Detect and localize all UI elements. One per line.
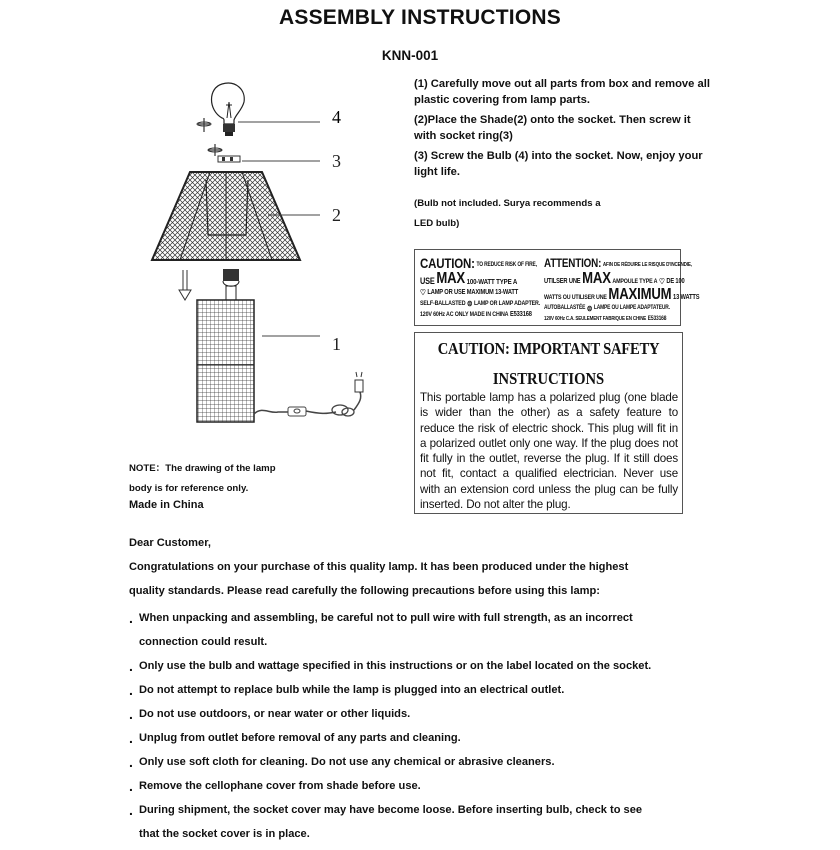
bulb-icon: ♡: [658, 277, 665, 286]
list-item: . Remove the cellophane cover from shade before use.: [129, 778, 421, 794]
intro-line-1: Congratulations on your purchase of this quality lamp. It has been produced under the highest: [129, 561, 629, 573]
lampshade-icon: [152, 172, 320, 260]
safety-instructions-box: [414, 332, 683, 514]
step-1: (1) Carefully move out all parts from box and remove all plastic covering from lamp parts.: [414, 78, 710, 106]
caution-label-box: [414, 249, 700, 326]
safety-heading-2: INSTRUCTIONS: [492, 369, 605, 388]
label-attention-heading: ATTENTION:: [544, 256, 602, 270]
bulb-icon: [197, 83, 320, 136]
intro-line-2: quality standards. Please read carefully the following precautions before using this lamp:: [129, 585, 600, 597]
callout-2: 2: [332, 205, 341, 225]
arrow-down-icon: [179, 270, 191, 300]
caution-label-english: CAUTION: TO REDUCE RISK OF FIRE, USE MAX 100-WATT TYPE A ♡ LAMP OR USE MAXIMUM 13-WATT SELF-BALLASTED ⊜ LAMP OR LAMP ADAPTER. 120V 60Hz AC ONLY MADE IN CHINA E533168: [420, 255, 541, 318]
customer-letter: [129, 535, 689, 607]
greeting: Dear Customer,: [129, 537, 212, 549]
made-in-china: Made in China: [129, 499, 204, 511]
list-item: . Do not attempt to replace bulb while the lamp is plugged into an electrical outlet.: [129, 682, 565, 698]
list-item: . During shipment, the socket cover may have become loose. Before inserting bulb, check to see that the socket cover is in place.: [129, 802, 643, 840]
model-number: KNN-001: [381, 48, 439, 63]
safety-heading: CAUTION: IMPORTANT SAFETY: [437, 339, 660, 358]
label-caution-heading: CAUTION:: [420, 255, 475, 271]
callout-1: 1: [332, 334, 341, 354]
bulb-icon: ♡: [420, 288, 426, 297]
cfl-bulb-icon: ⊜: [586, 304, 593, 313]
precautions-list: [129, 610, 689, 850]
list-item: . Only use soft cloth for cleaning. Do not use any chemical or abrasive cleaners.: [129, 754, 555, 770]
safety-body: This portable lamp has a polarized plug (one blade is wider than the other) as a safety feature to reduce the risk of electric shock. This plug will fit in a polarized outlet only one way. If the plug does not fit fully in the outlet, reverse the plug. If it still does not fit, contact a qualified electrician. Never use with an extension cord unless the plug can be fully inserted. Do not alter the plug.: [420, 391, 678, 512]
callout-4: 4: [332, 107, 341, 127]
page-title: ASSEMBLY INSTRUCTIONS: [279, 6, 561, 29]
list-item: . Do not use outdoors, or near water or other liquids.: [129, 706, 411, 722]
list-item: . Unplug from outlet before removal of any parts and cleaning.: [129, 730, 461, 746]
drawing-note: NOTE：The drawing of the lamp body is for reference only.: [129, 463, 276, 494]
step-3: (3) Screw the Bulb (4) into the socket. Now, enjoy your light life.: [414, 150, 703, 178]
bulb-note: (Bulb not included. Surya recommends a LED bulb): [414, 198, 601, 229]
caution-label-french: ATTENTION: AFIN DE RÉDUIRE LE RISQUE D'INCENDIE, UTILSER UNE MAX AMPOULE TYPE A ♡ DE 100 WATTS OU UTILISER UNE MAXIMUM 13 WATTS AUTOBALLASTÉE ⊜ LAMPE OU LAMPE ADAPTATEUR. 120V 60Hz C.A. SEULEMENT FABRIQUE EN CHINE E533168: [544, 256, 700, 322]
list-item: . Only use the bulb and wattage specified in this instructions or on the label located on the socket.: [129, 658, 652, 674]
socket-ring-icon: [208, 144, 320, 162]
lamp-exploded-diagram: [150, 80, 390, 450]
assembly-steps: [414, 76, 714, 238]
callout-3: 3: [332, 151, 341, 171]
step-2: (2)Place the Shade(2) onto the socket. Then screw it with socket ring(3): [414, 114, 691, 142]
cfl-bulb-icon: ⊜: [467, 299, 473, 308]
list-item: . When unpacking and assembling, be careful not to pull wire with full strength, as an incorrect connection could result.: [129, 610, 633, 648]
